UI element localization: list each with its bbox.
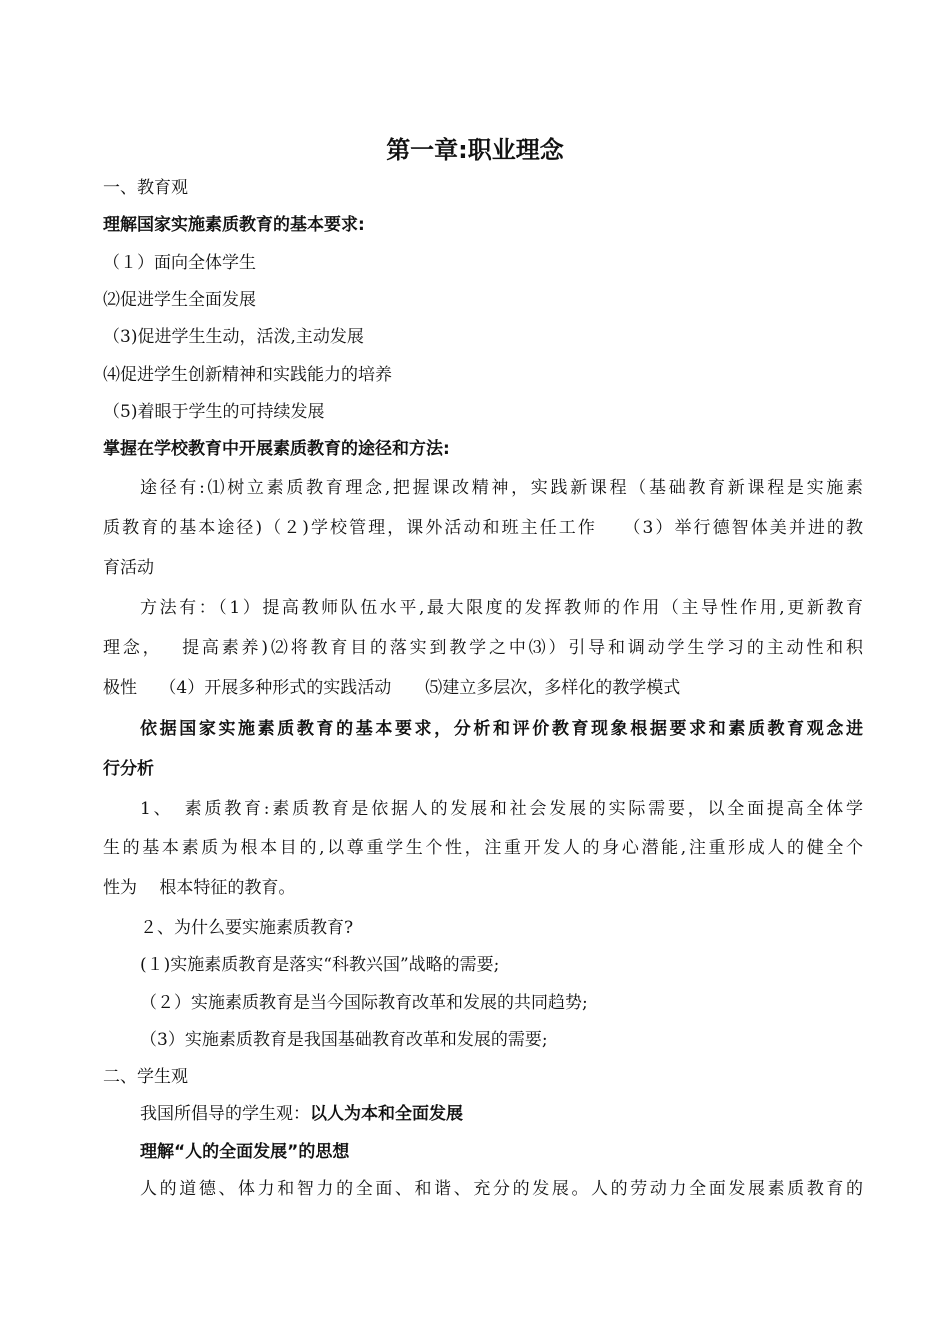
- requirements-heading: 理解国家实施素质教育的基本要求:: [103, 215, 365, 235]
- chapter-title: 第一章:职业理念: [386, 136, 564, 164]
- paths-line: 育活动: [103, 558, 154, 578]
- paths-line: 质教育的基本途径)（２)学校管理，课外活动和班主任工作 （3）举行德智体美并进的教: [103, 518, 863, 538]
- holistic-development-heading: 理解“人的全面发展”的思想: [140, 1142, 350, 1162]
- methods-line: 极性 （4）开展多种形式的实践活动 ⑸建立多层次，多样化的教学模式: [103, 678, 681, 698]
- section2-heading: 二、学生观: [103, 1067, 188, 1087]
- analysis-heading-line: 依据国家实施素质教育的基本要求，分析和评价教育现象根据要求和素质教育观念进: [140, 719, 863, 739]
- requirement-item: （3)促进学生生动，活泼,主动发展: [103, 327, 364, 347]
- definition-line: 生的基本素质为根本目的,以尊重学生个性，注重开发人的身心潜能,注重形成人的健全个: [103, 838, 863, 858]
- methods-line: 方法有：（1）提高教师队伍水平,最大限度的发挥教师的作用（主导性作用,更新教育: [140, 598, 863, 618]
- requirement-item: （１）面向全体学生: [103, 253, 256, 273]
- definition-line: 1、 素质教育:素质教育是依据人的发展和社会发展的实际需要，以全面提高全体学: [140, 799, 863, 819]
- why-item: （3）实施素质教育是我国基础教育改革和发展的需要;: [140, 1030, 548, 1050]
- last-line: 人的道德、体力和智力的全面、和谐、充分的发展。人的劳动力全面发展素质教育的: [140, 1179, 863, 1199]
- requirement-item: （5)着眼于学生的可持续发展: [103, 402, 325, 422]
- student-view-line: [140, 1102, 900, 1126]
- why-item: （２）实施素质教育是当今国际教育改革和发展的共同趋势;: [140, 993, 588, 1013]
- section1-heading: 一、教育观: [103, 178, 188, 198]
- student-view-emphasis: 以人为本和全面发展: [310, 1104, 463, 1124]
- definition-line: 性为 根本特征的教育。: [103, 878, 296, 898]
- requirement-item: ⑵促进学生全面发展: [103, 290, 256, 310]
- requirement-item: ⑷促进学生创新精神和实践能力的培养: [103, 365, 392, 385]
- analysis-heading-line: 行分析: [103, 759, 154, 779]
- methods-heading: 掌握在学校教育中开展素质教育的途径和方法:: [103, 439, 450, 459]
- why-item: (１)实施素质教育是落实“科教兴国”战略的需要;: [140, 955, 500, 975]
- paths-line: 途径有:⑴树立素质教育理念,把握课改精神，实践新课程（基础教育新课程是实施素: [140, 478, 863, 498]
- why-question: ２、为什么要实施素质教育?: [140, 918, 354, 938]
- student-view-prefix: 我国所倡导的学生观：: [140, 1104, 310, 1124]
- methods-line: 理念， 提高素养)⑵将教育目的落实到教学之中⑶）引导和调动学生学习的主动性和积: [103, 638, 863, 658]
